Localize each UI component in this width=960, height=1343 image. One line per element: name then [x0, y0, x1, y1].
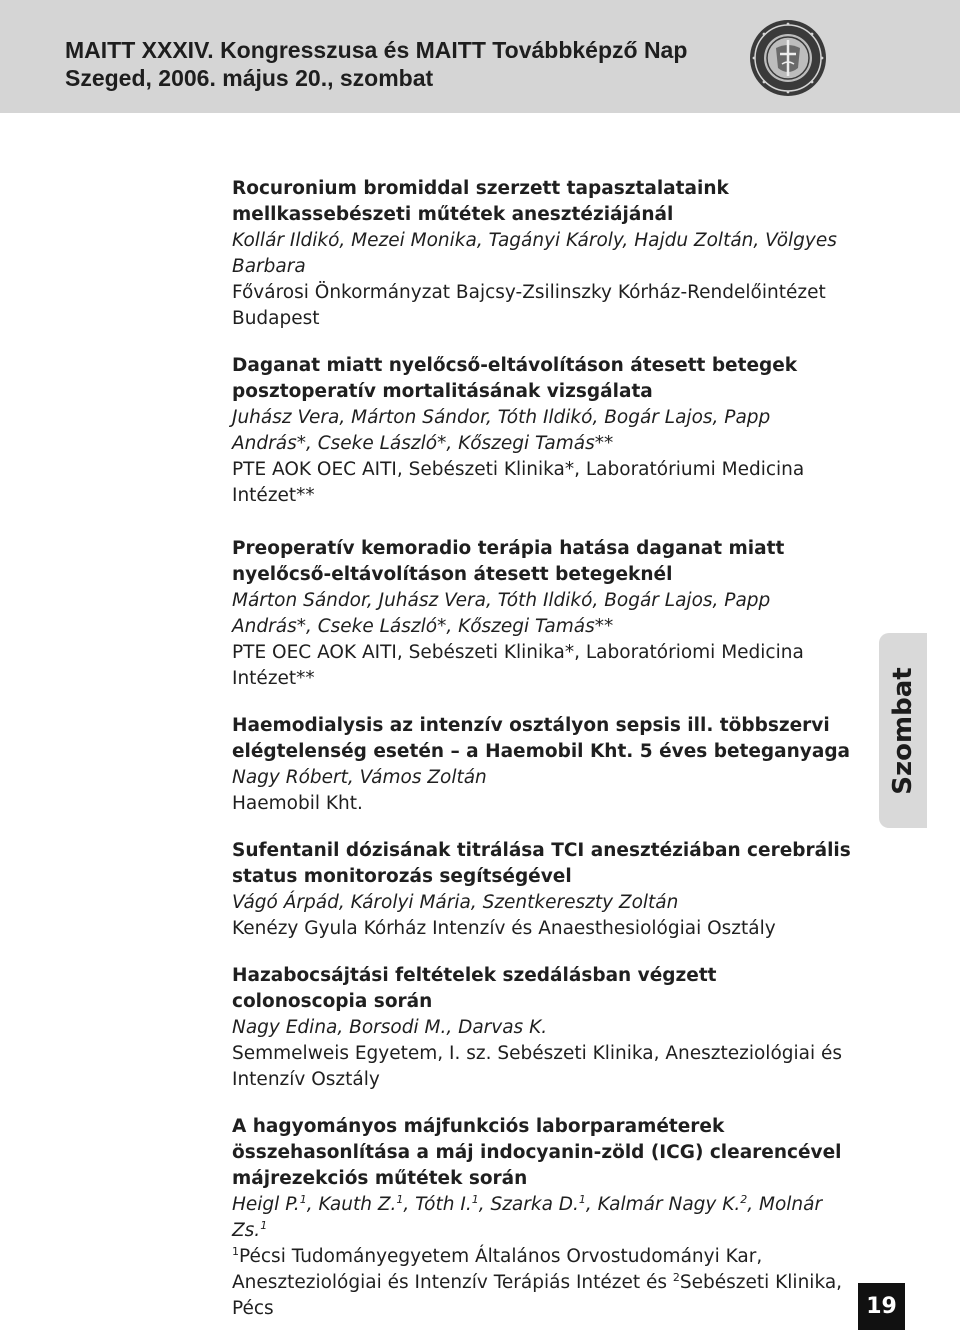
day-side-tab-label: Szombat [888, 666, 918, 795]
abstract-entry [232, 176, 852, 332]
abstract-entry [232, 536, 852, 692]
header-line-1: MAITT XXXIV. Kongresszusa és MAITT Továbbképző Nap [65, 37, 688, 63]
abstract-list [232, 176, 852, 1343]
abstract-authors: Nagy Róbert, Vámos Zoltán [232, 767, 487, 788]
abstract-institution: PTE AOK OEC AITI, Sebészeti Klinika*, Laboratóriumi Medicina Intézet** [232, 459, 805, 506]
abstract-title: Daganat miatt nyelőcső-eltávolításon átesett betegek posztoperatív mortalitásának vizsgálata [232, 355, 798, 402]
abstract-entry [232, 713, 852, 817]
abstract-entry [232, 963, 852, 1093]
abstract-title: Preoperatív kemoradio terápia hatása daganat miatt nyelőcső-eltávolításon átesett betegeknél [232, 538, 785, 585]
page-header [0, 0, 960, 113]
abstract-entry [232, 353, 852, 509]
abstract-authors: Nagy Edina, Borsodi M., Darvas K. [232, 1017, 548, 1038]
page-number: 19 [858, 1283, 905, 1330]
header-line-2: Szeged, 2006. május 20., szombat [65, 65, 434, 91]
abstract-entry [232, 1114, 852, 1322]
abstract-authors: Juhász Vera, Márton Sándor, Tóth Ildikó, Bogár Lajos, Papp András*, Cseke László*, Kőszegi Tamás** [232, 407, 771, 454]
abstract-institution: Semmelweis Egyetem, I. sz. Sebészeti Klinika, Aneszteziológiai és Intenzív Osztály [232, 1043, 843, 1090]
abstract-entry [232, 838, 852, 942]
abstract-title: Rocuronium bromiddal szerzett tapasztalataink mellkassebészeti műtétek anesztéziájánál [232, 178, 729, 225]
abstract-authors: Vágó Árpád, Károlyi Mária, Szentkereszty Zoltán [232, 892, 679, 913]
abstract-title: Hazabocsájtási feltételek szedálásban végzett colonoscopia során [232, 965, 717, 1012]
day-side-tab [879, 633, 927, 828]
abstract-authors: Heigl P.$^1$, Kauth Z.$^1$, Tóth I.$^1$, Szarka D.$^1$, Kalmár Nagy K.$^2$, Molnár Zs.$^1$ [232, 1192, 823, 1241]
abstract-authors: Márton Sándor, Juhász Vera, Tóth Ildikó, Bogár Lajos, Papp András*, Cseke László*, Kőszegi Tamás** [232, 590, 771, 637]
abstract-institution: Kenézy Gyula Kórház Intenzív és Anaesthesiológiai Osztály [232, 918, 776, 939]
abstract-institution: Haemobil Kht. [232, 793, 363, 814]
society-seal-icon [748, 18, 828, 98]
abstract-title: Haemodialysis az intenzív osztályon sepsis ill. többszervi elégtelenség esetén – a Haemobil Kht. 5 éves beteganyaga [232, 715, 851, 762]
header-title [65, 36, 687, 92]
abstract-institution: Fővárosi Önkormányzat Bajcsy-Zsilinszky Kórház-Rendelőintézet Budapest [232, 282, 826, 329]
abstract-authors: Kollár Ildikó, Mezei Monika, Tagányi Károly, Hajdu Zoltán, Völgyes Barbara [232, 230, 837, 277]
abstract-institution: $^1$Pécsi Tudományegyetem Általános Orvostudományi Kar, Aneszteziológiai és Intenzív Terápiás Intézet és $^2$Sebészeti Klinika, Pécs [232, 1244, 843, 1319]
abstract-title: A hagyományos májfunkciós laborparaméterek összehasonlítása a máj indocyanin-zöld (ICG) clearencével májrezekciós műtétek során [232, 1116, 842, 1189]
abstract-title: Sufentanil dózisának titrálása TCI anesztéziában cerebrális status monitorozás segítségével [232, 840, 851, 887]
abstract-institution: PTE OEC AOK AITI, Sebészeti Klinika*, Laboratóriomi Medicina Intézet** [232, 642, 804, 689]
